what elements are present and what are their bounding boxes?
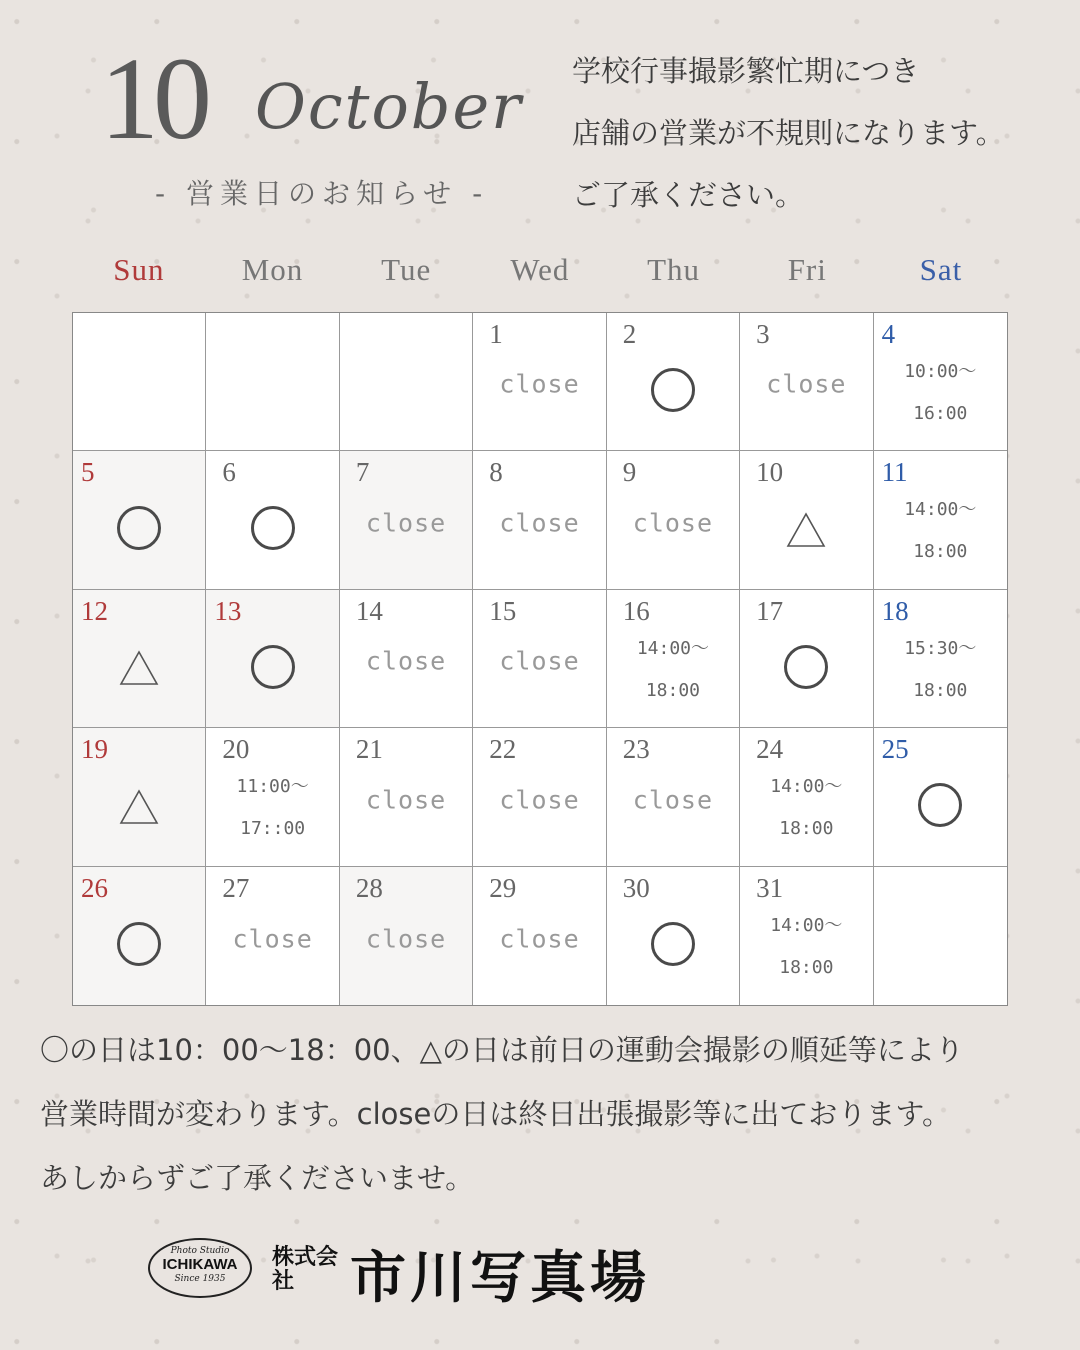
day-number: 15 xyxy=(489,595,517,626)
calendar-day xyxy=(473,451,606,589)
calendar-day xyxy=(340,451,473,589)
calendar-day xyxy=(206,728,339,866)
hours-start: 10:00〜 xyxy=(904,361,977,382)
business-hours xyxy=(874,489,1007,573)
day-number: 29 xyxy=(489,872,517,903)
closed-label: close xyxy=(499,924,580,954)
day-number: 18 xyxy=(881,595,909,626)
calendar-day xyxy=(607,451,740,589)
hours-start: 11:00〜 xyxy=(236,776,309,798)
day-number: 6 xyxy=(222,457,236,488)
hours-end: 18:00 xyxy=(779,956,834,978)
day-number: 14 xyxy=(355,595,383,626)
weekday-fri: Fri xyxy=(787,252,827,287)
notice-line: 店舗の営業が不規則になります。 xyxy=(572,116,1005,150)
month-name: October xyxy=(255,70,523,143)
hours-end: 18:00 xyxy=(645,679,701,701)
calendar-day xyxy=(73,590,206,728)
calendar-day xyxy=(206,867,339,1005)
hours-end: 16:00 xyxy=(913,403,968,424)
calendar-day xyxy=(874,728,1007,866)
closed-label: close xyxy=(499,785,580,815)
day-number: 19 xyxy=(81,734,108,765)
logo-badge-mid: ICHIKAWA xyxy=(162,1256,238,1273)
calendar-day xyxy=(73,451,206,589)
calendar-day xyxy=(740,728,873,866)
open-circle-icon xyxy=(117,506,161,550)
company-name: 市川写真場 xyxy=(350,1246,650,1311)
calendar-day xyxy=(206,451,339,589)
calendar-day xyxy=(740,451,873,589)
footer-line: 〇の日は10：00〜18：00、△の日は前日の運動会撮影の順延等により xyxy=(40,1033,964,1067)
triangle-icon xyxy=(119,650,159,686)
day-number: 1 xyxy=(489,319,503,349)
day-number: 2 xyxy=(622,319,637,349)
day-number: 26 xyxy=(81,872,108,903)
day-number: 3 xyxy=(756,319,770,349)
logo-badge-top: Photo Studio xyxy=(170,1246,230,1256)
company-prefix: 株式会社 xyxy=(272,1245,339,1294)
calendar-day xyxy=(340,728,473,866)
hours-end: 18:00 xyxy=(779,818,834,840)
calendar-day xyxy=(740,313,873,451)
day-number: 16 xyxy=(622,595,650,626)
weekday-sun: Sun xyxy=(113,252,165,287)
closed-label: close xyxy=(232,924,313,954)
business-hours xyxy=(740,905,872,989)
calendar-day xyxy=(607,867,740,1005)
hours-end: 18:00 xyxy=(913,679,968,701)
notice-line: ご了承ください。 xyxy=(572,178,805,212)
day-number: 20 xyxy=(222,734,250,765)
footer-line: あしからずご了承くださいませ。 xyxy=(40,1161,475,1195)
closed-label: close xyxy=(365,924,447,954)
weekday-thu: Thu xyxy=(647,252,701,287)
calendar-day xyxy=(473,313,606,451)
calendar-day xyxy=(340,590,473,728)
calendar-day xyxy=(340,867,473,1005)
day-number: 9 xyxy=(622,457,637,488)
weekday-header xyxy=(72,252,1008,288)
day-number: 23 xyxy=(622,734,650,765)
footer-line: 営業時間が変わります。closeの日は終日出張撮影等に出ております。 xyxy=(40,1097,952,1131)
closed-label: close xyxy=(365,785,447,815)
day-number: 5 xyxy=(81,457,95,488)
weekday-sat: Sat xyxy=(919,252,963,287)
closed-label: close xyxy=(499,369,580,399)
footer-note xyxy=(40,1018,1050,1210)
page-subtitle: - 営業日のお知らせ - xyxy=(155,177,489,210)
calendar-empty-cell xyxy=(73,313,206,451)
calendar-day xyxy=(473,590,606,728)
open-circle-icon xyxy=(784,645,828,689)
closed-label: close xyxy=(499,646,580,676)
day-number: 31 xyxy=(756,872,784,903)
business-hours xyxy=(740,766,872,850)
weekday-mon: Mon xyxy=(241,252,304,287)
day-number: 4 xyxy=(881,319,896,349)
calendar-grid xyxy=(72,312,1008,1006)
business-hours xyxy=(874,628,1007,712)
closed-label: close xyxy=(365,646,447,676)
hours-start: 14:00〜 xyxy=(770,776,843,798)
day-number: 8 xyxy=(489,457,503,488)
day-number: 12 xyxy=(81,595,108,626)
calendar-day xyxy=(874,590,1007,728)
calendar-day xyxy=(473,867,606,1005)
calendar-day xyxy=(874,451,1007,589)
calendar-empty-cell xyxy=(206,313,339,451)
closed-label: close xyxy=(365,508,447,538)
notice-line: 学校行事撮影繁忙期につき xyxy=(572,54,920,88)
logo-badge-bottom: Since 1935 xyxy=(174,1274,226,1284)
calendar-day xyxy=(473,728,606,866)
calendar-day xyxy=(73,867,206,1005)
open-circle-icon xyxy=(251,506,295,550)
closed-label: close xyxy=(632,785,714,815)
closed-label: close xyxy=(632,508,714,538)
open-circle-icon xyxy=(251,645,295,689)
weekday-wed: Wed xyxy=(510,252,570,287)
hours-start: 15:30〜 xyxy=(904,637,977,659)
calendar-day xyxy=(206,590,339,728)
day-number: 25 xyxy=(881,734,909,765)
day-number: 24 xyxy=(756,734,784,765)
day-number: 27 xyxy=(222,872,250,903)
day-number: 21 xyxy=(355,734,383,765)
calendar-day xyxy=(607,728,740,866)
open-circle-icon xyxy=(651,922,695,966)
studio-logo-badge xyxy=(148,1238,252,1298)
hours-start: 14:00〜 xyxy=(904,499,977,521)
hours-start: 14:00〜 xyxy=(636,637,710,659)
calendar-empty-cell xyxy=(340,313,473,451)
hours-start: 14:00〜 xyxy=(770,914,843,936)
month-number: 10 xyxy=(100,33,206,164)
open-circle-icon xyxy=(117,922,161,966)
day-number: 7 xyxy=(355,457,370,488)
open-circle-icon xyxy=(918,783,962,827)
weekday-tue: Tue xyxy=(381,252,432,287)
day-number: 22 xyxy=(489,734,517,765)
day-number: 17 xyxy=(756,595,784,626)
day-number: 28 xyxy=(355,872,383,903)
closed-label: close xyxy=(499,508,580,538)
calendar-day xyxy=(874,313,1007,451)
calendar-day xyxy=(607,313,740,451)
day-number: 10 xyxy=(756,457,784,488)
calendar-day xyxy=(740,867,873,1005)
triangle-icon xyxy=(119,789,159,825)
day-number: 13 xyxy=(214,595,242,626)
business-hours xyxy=(607,628,739,712)
business-hours xyxy=(874,351,1007,435)
triangle-icon xyxy=(786,512,826,548)
calendar-day xyxy=(740,590,873,728)
business-hours xyxy=(206,766,338,850)
notice-text xyxy=(572,40,1072,226)
day-number: 11 xyxy=(881,457,908,488)
open-circle-icon xyxy=(651,368,695,412)
day-number: 30 xyxy=(622,872,650,903)
calendar-day xyxy=(73,728,206,866)
calendar-day xyxy=(607,590,740,728)
closed-label: close xyxy=(766,369,847,399)
hours-end: 18:00 xyxy=(913,541,968,563)
calendar-empty-cell xyxy=(874,867,1007,1005)
hours-end: 17::00 xyxy=(240,818,306,840)
